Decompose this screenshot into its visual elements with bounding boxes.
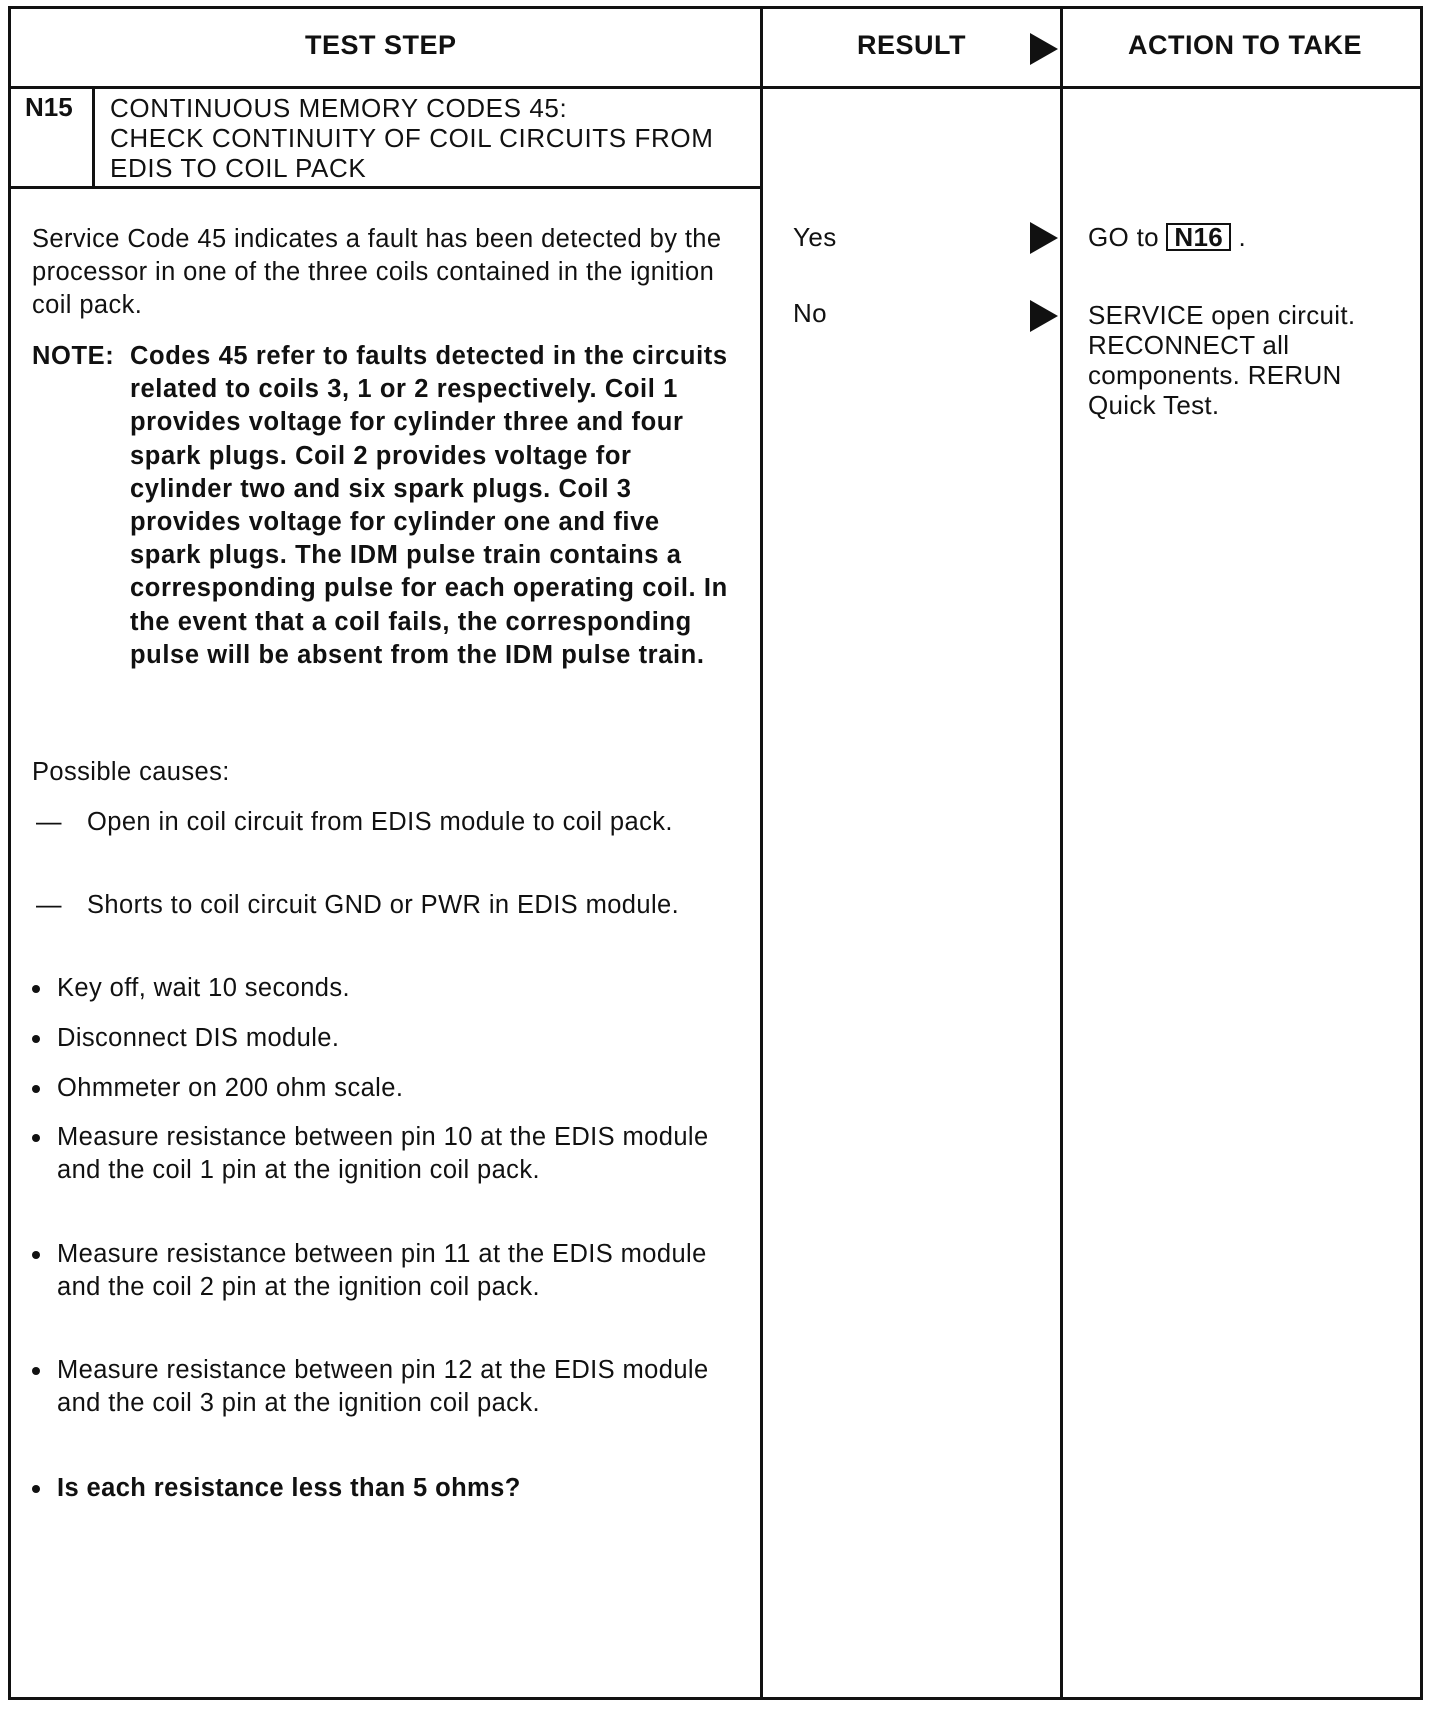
step-id-divider xyxy=(92,86,95,186)
procedure-text: Disconnect DIS module. xyxy=(57,1024,340,1052)
step-id: N15 xyxy=(25,92,73,122)
action-no: SERVICE open circuit. RECONNECT all components. RERUN Quick Test. xyxy=(1088,300,1356,420)
step-title-divider xyxy=(8,186,763,189)
result-yes-arrow-icon xyxy=(1030,222,1058,254)
result-no-arrow-icon xyxy=(1030,300,1058,332)
header-action-to-take: ACTION TO TAKE xyxy=(1128,30,1362,60)
step-title-line: CONTINUOUS MEMORY CODES 45: xyxy=(110,93,568,123)
header-arrow-icon xyxy=(1030,33,1058,65)
possible-causes-label: Possible causes: xyxy=(32,758,230,786)
bullet-icon xyxy=(32,1134,40,1142)
step-title xyxy=(110,93,770,183)
header-test-step: TEST STEP xyxy=(305,30,457,60)
header-divider xyxy=(8,86,1423,89)
step-title-line: EDIS TO COIL PACK xyxy=(110,153,367,183)
procedure-text: Key off, wait 10 seconds. xyxy=(57,974,351,1002)
service-code-description: Service Code 45 indicates a fault has been detected by the processor in one of the three coils contained in the ignition coil pack. xyxy=(32,225,722,319)
bullet-icon xyxy=(32,1085,40,1093)
column-divider-result-action xyxy=(1060,6,1063,1700)
action-yes-suffix: . xyxy=(1238,222,1247,252)
header-result: RESULT xyxy=(857,30,966,60)
procedure-text: Measure resistance between pin 11 at the EDIS module and the coil 2 pin at the ignition coil pack. xyxy=(57,1240,707,1301)
question-text: Is each resistance less than 5 ohms? xyxy=(57,1474,521,1502)
note-text: Codes 45 refer to faults detected in the circuits related to coils 3, 1 or 2 respectively. Coil 1 provides voltage for cylinder three and four spark plugs. Coil 2 provides voltage for cylinder two and six spark plugs. Coil 3 provides voltage for cylinder one and five spark plugs. The IDM pulse train contains a corresponding pulse for each operating coil. In the event that a coil fails, the corresponding pulse will be absent from the IDM pulse train. xyxy=(130,342,728,669)
note-label: NOTE: xyxy=(32,342,115,370)
step-reference-n16: N16 xyxy=(1166,223,1231,251)
bullet-icon xyxy=(32,1035,40,1043)
dash-icon: — xyxy=(36,891,62,919)
dash-icon: — xyxy=(36,808,62,836)
step-title-line: CHECK CONTINUITY OF COIL CIRCUITS FROM xyxy=(110,123,714,153)
bullet-icon xyxy=(32,1251,40,1259)
result-no: No xyxy=(793,298,828,328)
procedure-text: Ohmmeter on 200 ohm scale. xyxy=(57,1074,404,1102)
bullet-icon xyxy=(32,1485,40,1493)
procedure-text: Measure resistance between pin 10 at the EDIS module and the coil 1 pin at the ignition coil pack. xyxy=(57,1123,709,1184)
action-yes-prefix: GO to xyxy=(1088,222,1159,252)
bullet-icon xyxy=(32,985,40,993)
result-yes: Yes xyxy=(793,222,837,252)
cause-text: Shorts to coil circuit GND or PWR in EDIS module. xyxy=(87,891,680,919)
bullet-icon xyxy=(32,1367,40,1375)
cause-text: Open in coil circuit from EDIS module to coil pack. xyxy=(87,808,673,836)
column-divider-test-result xyxy=(760,6,763,1700)
procedure-text: Measure resistance between pin 12 at the EDIS module and the coil 3 pin at the ignition coil pack. xyxy=(57,1356,709,1417)
action-yes xyxy=(1088,222,1408,252)
